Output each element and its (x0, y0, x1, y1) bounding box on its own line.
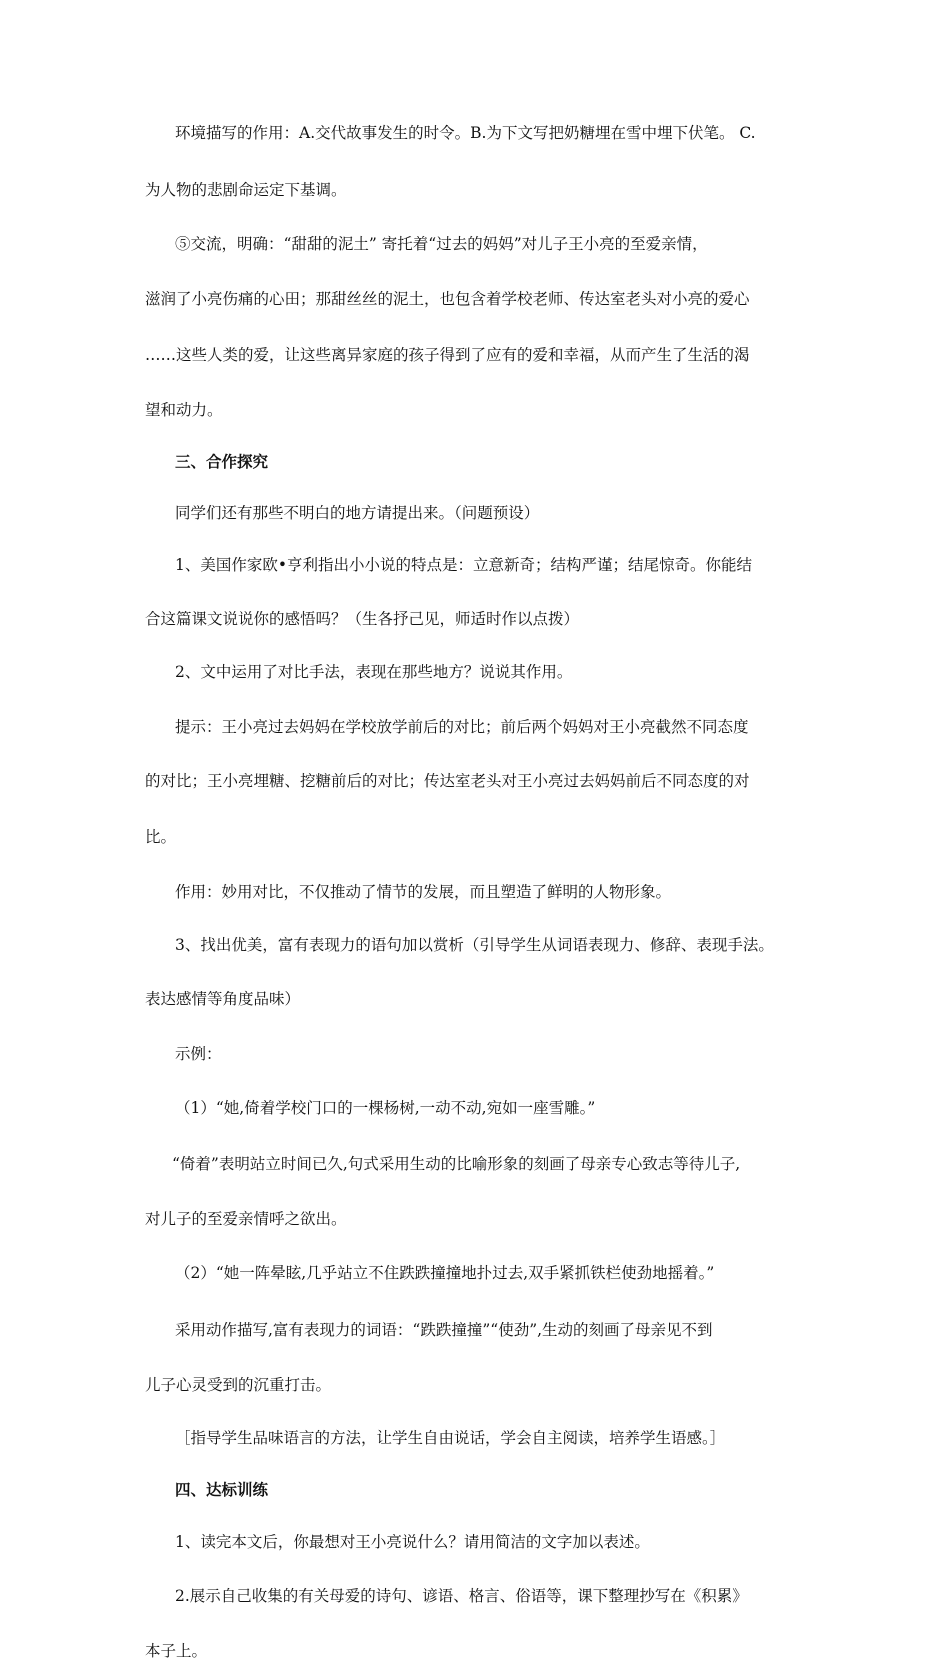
paragraph-line: 本子上。 (145, 1642, 208, 1660)
paragraph-line: 比。 (145, 828, 177, 846)
paragraph-line: （1）“她,倚着学校门口的一棵杨树,一动不动,宛如一座雪雕。” (175, 1099, 596, 1117)
paragraph-line: 示例： (175, 1045, 222, 1063)
paragraph-line: ⑤交流，明确：“甜甜的泥土” 寄托着“过去的妈妈”对儿子王小亮的至爱亲情， (175, 235, 708, 253)
section-heading: 四、达标训练 (175, 1480, 269, 1499)
paragraph-line: 的对比；王小亮埋糖、挖糖前后的对比；传达室老头对王小亮过去妈妈前后不同态度的对 (145, 772, 750, 790)
paragraph-line: ［指导学生品味语言的方法，让学生自由说话，学会自主阅读，培养学生语感。］ (175, 1429, 726, 1447)
paragraph-line: 环境描写的作用：A.交代故事发生的时令。B.为下文写把奶糖埋在雪中埋下伏笔。 C. (175, 124, 756, 142)
paragraph-line: 采用动作描写,富有表现力的词语：“跌跌撞撞”“使劲”,生动的刻画了母亲见不到 (175, 1321, 713, 1339)
paragraph-line: 滋润了小亮伤痛的心田；那甜丝丝的泥土，也包含着学校老师、传达室老头对小亮的爱心 (145, 290, 750, 308)
page-content (145, 124, 810, 1661)
paragraph-line: 同学们还有那些不明白的地方请提出来。（问题预设） (175, 504, 540, 522)
paragraph-line: 提示：王小亮过去妈妈在学校放学前后的对比；前后两个妈妈对王小亮截然不同态度 (175, 718, 749, 736)
paragraph-line: 合这篇课文说说你的感悟吗？（生各抒己见，师适时作以点拨） (145, 610, 580, 628)
paragraph-line: 表达感情等角度品味） (145, 990, 301, 1008)
paragraph-line: 2.展示自己收集的有关母爱的诗句、谚语、格言、俗语等，课下整理抄写在《积累》 (175, 1587, 748, 1605)
paragraph-line: 对儿子的至爱亲情呼之欲出。 (145, 1210, 347, 1228)
paragraph-line: ……这些人类的爱，让这些离异家庭的孩子得到了应有的爱和幸福，从而产生了生活的渴 (145, 346, 750, 364)
paragraph-line: 儿子心灵受到的沉重打击。 (145, 1376, 332, 1394)
paragraph-line: 1、美国作家欧•亨利指出小小说的特点是：立意新奇；结构严谨；结尾惊奇。你能结 (175, 556, 753, 574)
section-heading: 三、合作探究 (175, 452, 269, 471)
paragraph-line: “倚着”表明站立时间已久,句式采用生动的比喻形象的刻画了母亲专心致志等待儿子, (172, 1155, 741, 1173)
paragraph-line: 为人物的悲剧命运定下基调。 (145, 181, 347, 199)
paragraph-line: 2、文中运用了对比手法，表现在那些地方？说说其作用。 (175, 663, 573, 681)
paragraph-line: 1、读完本文后，你最想对王小亮说什么？请用简洁的文字加以表述。 (175, 1533, 650, 1551)
paragraph-line: 望和动力。 (145, 401, 223, 419)
paragraph-line: 3、找出优美，富有表现力的语句加以赏析（引导学生从词语表现力、修辞、表现手法。 (175, 936, 774, 954)
paragraph-line: 作用：妙用对比，不仅推动了情节的发展，而且塑造了鲜明的人物形象。 (175, 883, 672, 901)
paragraph-line: （2）“她一阵晕眩,几乎站立不住跌跌撞撞地扑过去,双手紧抓铁栏使劲地摇着。” (175, 1264, 715, 1282)
